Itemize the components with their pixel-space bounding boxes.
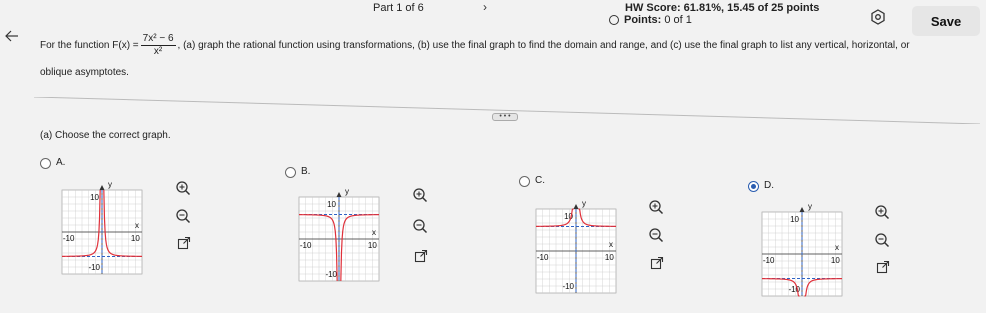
tick-label-left: -10: [299, 241, 312, 250]
option-b-label: B.: [301, 166, 311, 177]
zoom-out-icon[interactable]: [874, 232, 890, 248]
y-axis-arrow-icon: [337, 192, 342, 197]
part-a-prompt: (a) Choose the correct graph.: [40, 130, 171, 141]
open-external-icon[interactable]: [650, 256, 664, 270]
y-axis-arrow-icon: [800, 207, 805, 212]
graph-option-d: [756, 200, 848, 304]
part-indicator: Part 1 of 6: [373, 2, 424, 14]
radio-option-a[interactable]: [40, 158, 51, 169]
question-text-continued: oblique asymptotes.: [40, 67, 129, 78]
tick-label-right: 10: [604, 253, 614, 262]
option-d-label: D.: [764, 180, 774, 191]
points-circle-icon: [609, 15, 619, 25]
option-c-label: C.: [535, 175, 545, 186]
x-axis-label: x: [135, 221, 139, 230]
radio-option-d[interactable]: [748, 181, 759, 192]
radio-option-b[interactable]: [285, 167, 296, 178]
y-axis-label: y: [582, 199, 586, 208]
open-external-icon[interactable]: [876, 260, 890, 274]
gear-icon[interactable]: [870, 9, 886, 25]
next-part-arrow-icon[interactable]: ›: [483, 0, 487, 14]
tick-label-top: 10: [90, 193, 99, 202]
tick-label-left: -10: [62, 234, 75, 243]
graph-option-a: [56, 178, 148, 282]
y-axis-label: y: [108, 180, 112, 189]
y-axis-arrow-icon: [574, 204, 579, 209]
function-fraction: [141, 34, 176, 57]
open-external-icon[interactable]: [414, 249, 428, 263]
zoom-in-icon[interactable]: [412, 187, 428, 203]
zoom-out-icon[interactable]: [412, 218, 428, 234]
points-status: [609, 14, 692, 26]
points-label: Points: 0 of 1: [624, 14, 692, 26]
option-a-label: A.: [56, 157, 66, 168]
tick-label-bottom: -10: [562, 282, 574, 291]
question-intro: For the function F(x) =: [40, 40, 139, 51]
open-external-icon[interactable]: [177, 236, 191, 250]
zoom-in-icon[interactable]: [648, 199, 664, 215]
tick-label-right: 10: [367, 241, 377, 250]
radio-option-c[interactable]: [519, 176, 530, 187]
question-line: [40, 34, 910, 57]
y-axis-label: y: [808, 202, 812, 211]
arrow-left-icon[interactable]: [5, 29, 19, 43]
tick-label-left: -10: [762, 256, 775, 265]
zoom-in-icon[interactable]: [175, 180, 191, 196]
tick-label-bottom: -10: [88, 263, 100, 272]
fraction-numerator: 7x² − 6: [142, 33, 174, 44]
expand-more-button[interactable]: • • •: [492, 113, 518, 121]
x-axis-label: x: [609, 240, 613, 249]
zoom-out-icon[interactable]: [175, 208, 191, 224]
tick-label-left: -10: [536, 253, 549, 262]
y-axis-arrow-icon: [100, 185, 105, 190]
y-axis-label: y: [345, 187, 349, 196]
x-axis-label: x: [835, 243, 839, 252]
zoom-out-icon[interactable]: [648, 227, 664, 243]
x-axis-label: x: [372, 228, 376, 237]
question-text: , (a) graph the rational function using transformations, (b) use the final graph to find the domain and range, and (c) use the final graph to list any vertical, horizontal, or: [177, 40, 910, 51]
tick-label-bottom: -10: [788, 285, 800, 294]
tick-label-bottom: -10: [325, 270, 337, 279]
save-button[interactable]: Save: [912, 6, 980, 36]
hw-score: HW Score: 61.81%, 15.45 of 25 points: [625, 2, 820, 14]
graph-option-b: [293, 185, 385, 289]
fraction-denominator: x²: [153, 46, 163, 57]
tick-label-right: 10: [130, 234, 140, 243]
tick-label-right: 10: [830, 256, 840, 265]
graph-option-c: [530, 197, 622, 301]
tick-label-top: 10: [564, 212, 573, 221]
tick-label-top: 10: [327, 200, 336, 209]
tick-label-top: 10: [790, 215, 799, 224]
zoom-in-icon[interactable]: [874, 204, 890, 220]
